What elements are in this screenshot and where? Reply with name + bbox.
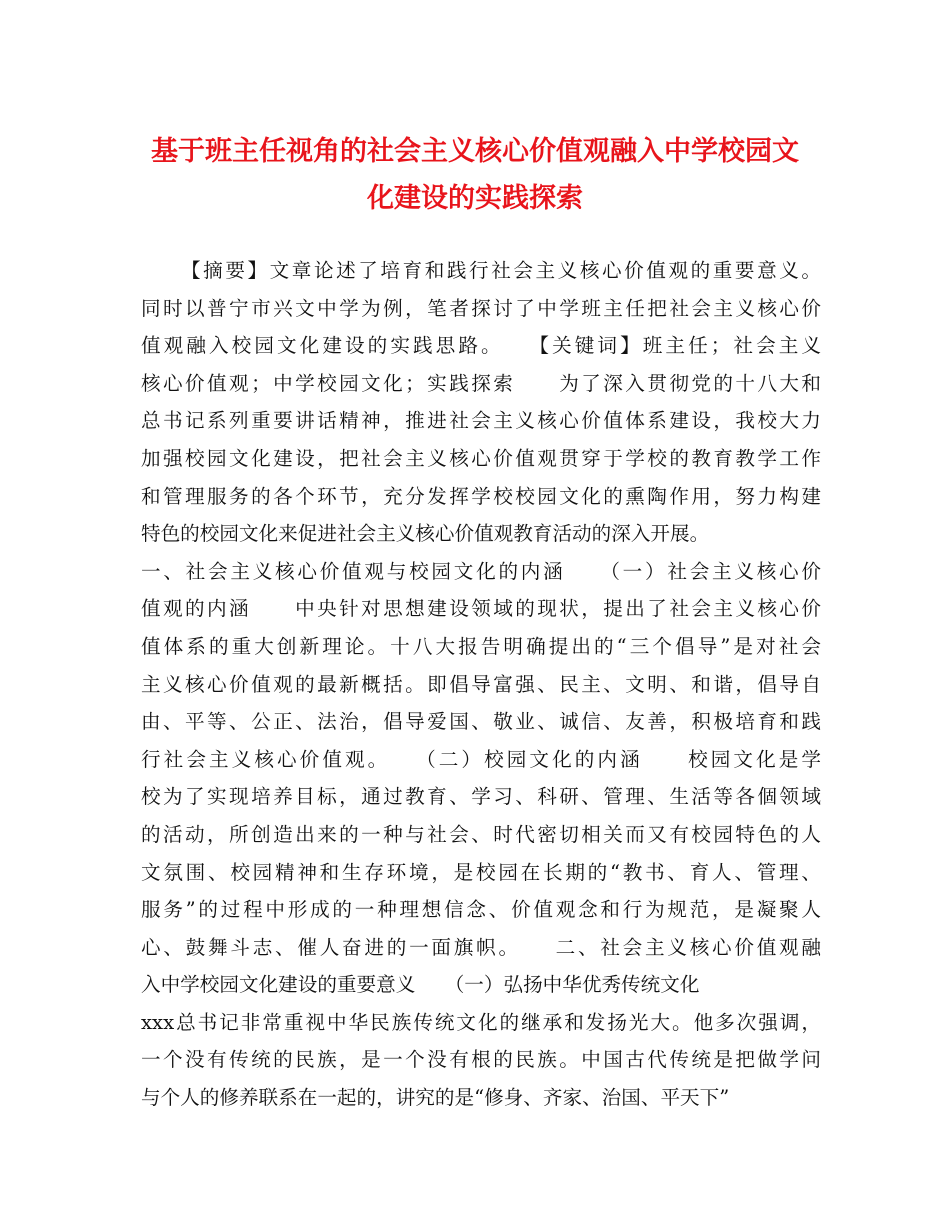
body-line: 行社会主义核心价值观。 （二）校园文化的内涵 校园文化是学 — [141, 747, 821, 771]
body-line: 与个人的修养联系在一起的，讲究的是“修身、齐家、治国、平天下” — [141, 1086, 730, 1110]
body-line: 和管理服务的各个环节，充分发挥学校校园文化的熏陶作用，努力构建 — [141, 484, 821, 508]
body-line: 加强校园文化建设，把社会主义核心价值观贯穿于学校的教育教学工作 — [141, 446, 821, 470]
title-line-2: 化建设的实践探索 — [367, 183, 583, 214]
body-line: 校为了实现培养目标，通过教育、学习、科研、管理、生活等各個领域 — [141, 785, 821, 809]
body-line: 值体系的重大创新理论。十八大报告明确提出的“三个倡导”是对社会 — [141, 634, 821, 658]
title-line-1: 基于班主任视角的社会主义核心价值观融入中学校园文 — [151, 136, 799, 167]
body-line: 由、平等、公正、法治，倡导爱国、敬业、诚信、友善，积极培育和践 — [141, 710, 821, 734]
body-line: 服务”的过程中形成的一种理想信念、价值观念和行为规范，是凝聚人 — [141, 898, 821, 922]
body-line: 主义核心价值观的最新概括。即倡导富强、民主、文明、和谐，倡导自 — [141, 672, 821, 696]
body-line: 值观的内涵 中央针对思想建设领域的现状，提出了社会主义核心价 — [141, 597, 821, 621]
body-line: 一、社会主义核心价值观与校园文化的内涵 （一）社会主义核心价 — [141, 559, 821, 583]
body-line: xxx总书记非常重视中华民族传统文化的继承和发扬光大。他多次强调， — [141, 1010, 821, 1034]
body-line: 的活动，所创造出来的一种与社会、时代密切相关而又有校园特色的人 — [141, 822, 821, 846]
body-line: 值观融入校园文化建设的实践思路。 【关键词】班主任；社会主义 — [141, 334, 821, 358]
document-title — [130, 128, 820, 222]
document-body — [141, 252, 821, 1117]
body-line: 入中学校园文化建设的重要意义 （一）弘扬中华优秀传统文化 — [141, 973, 700, 997]
body-line: 核心价值观；中学校园文化；实践探索 为了深入贯彻党的十八大和 — [141, 371, 821, 395]
body-line: 【摘要】文章论述了培育和践行社会主义核心价值观的重要意义。 — [181, 259, 821, 282]
body-line: 特色的校园文化来促进社会主义核心价值观教育活动的深入开展。 — [141, 522, 710, 546]
body-line: 心、鼓舞斗志、催人奋进的一面旗帜。 二、社会主义核心价值观融 — [141, 935, 821, 959]
body-line: 一个没有传统的民族，是一个没有根的民族。中国古代传统是把做学问 — [141, 1048, 821, 1072]
body-line: 同时以普宁市兴文中学为例，笔者探讨了中学班主任把社会主义核心价 — [141, 296, 821, 320]
body-line: 总书记系列重要讲话精神，推进社会主义核心价值体系建设，我校大力 — [141, 409, 821, 433]
body-line: 文氛围、校园精神和生存环境，是校园在长期的“教书、育人、管理、 — [141, 860, 821, 884]
